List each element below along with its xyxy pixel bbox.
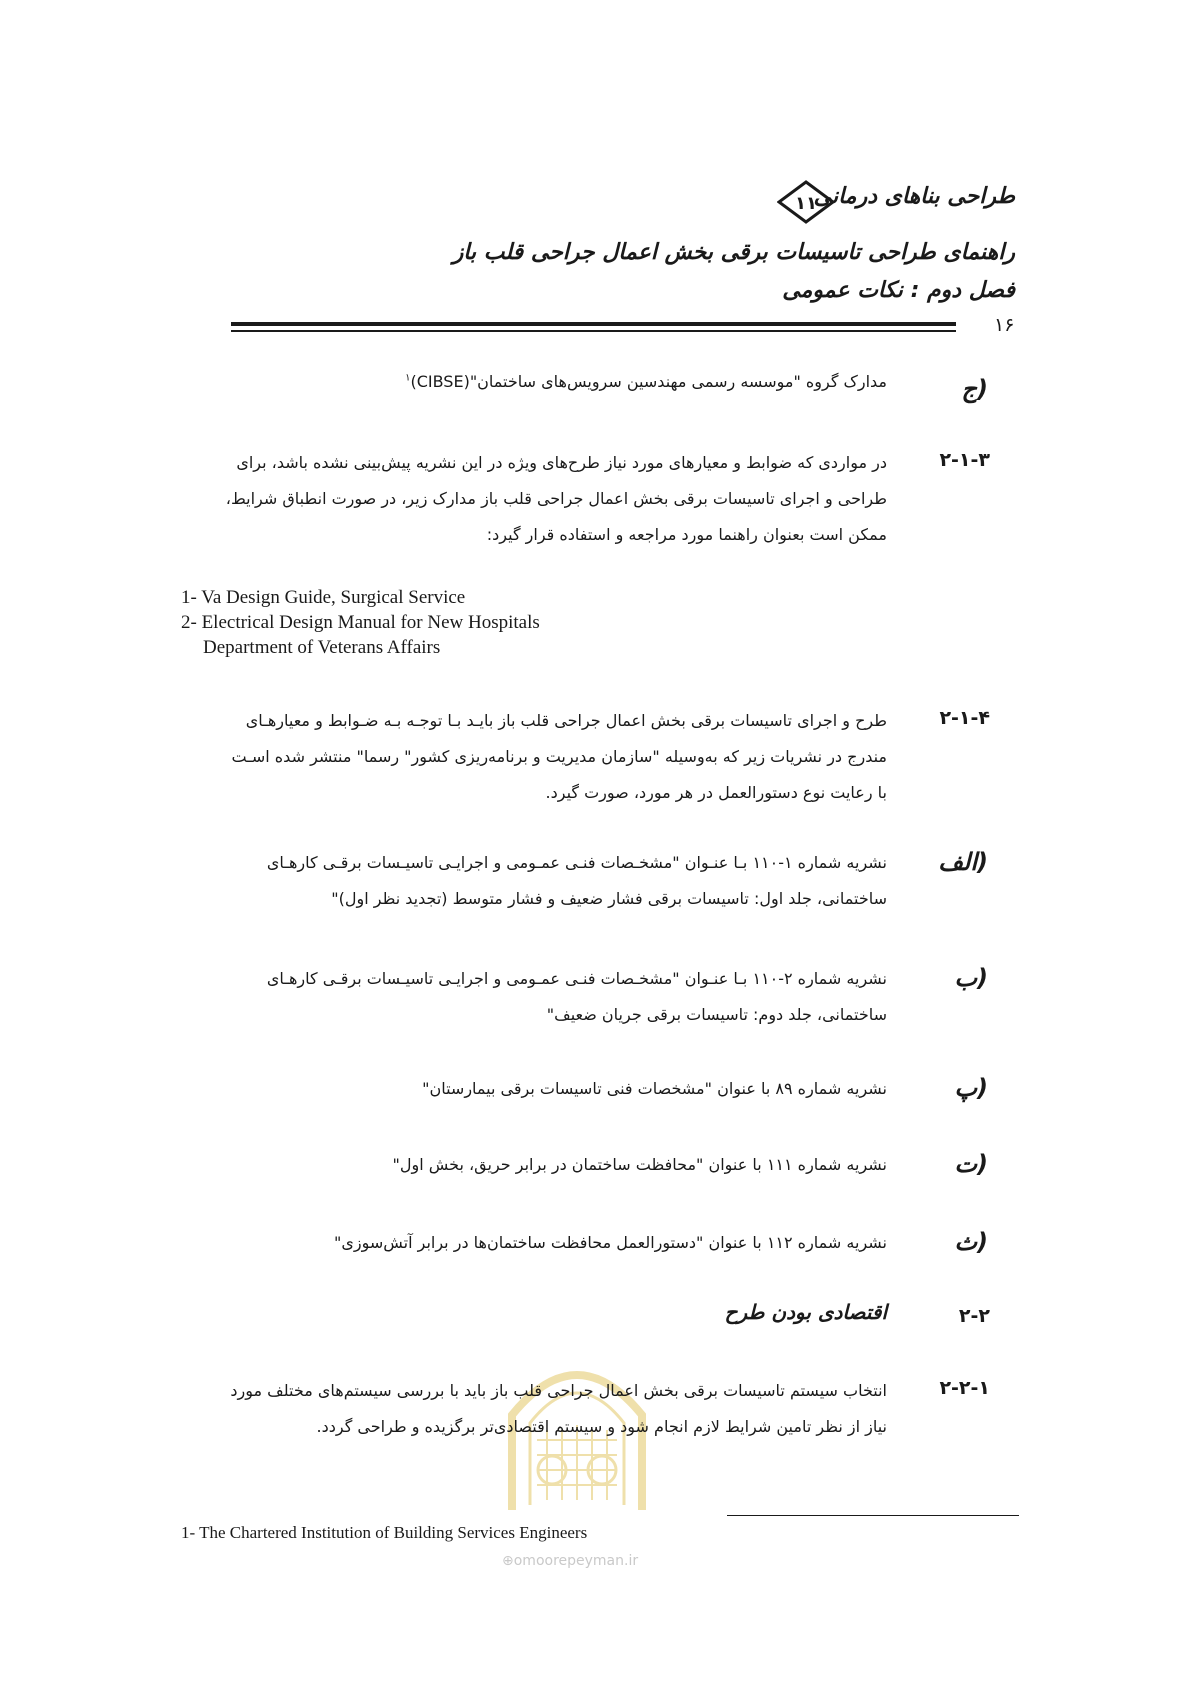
item-label-pe: پ) [954, 1074, 988, 1102]
item-label-te: ت) [954, 1150, 988, 1178]
section-text-2-1-4 [177, 703, 887, 811]
english-reference-list [181, 585, 540, 660]
item-text-be [177, 961, 887, 1033]
header-rule-thick [231, 322, 956, 326]
item-label-be: ب) [954, 964, 988, 992]
globe-icon: ⊕ [502, 1553, 514, 1569]
para-line: نشریه شماره ۱۱۱ با عنوان "محافظت ساختمان در برابر حریق، بخش اول" [392, 1155, 887, 1174]
header-title-2: راهنمای طراحی تاسیسات برقی بخش اعمال جراحی قلب باز [452, 240, 1015, 265]
para-line: با رعایت نوع دستورالعمل در هر مورد، صورت گیرد. [545, 783, 887, 802]
section-number-2-1-4: ۲-۱-۴ [939, 707, 990, 729]
para-line: طرح و اجرای تاسیسات برقی بخش اعمال جراحی قلب باز بایـد بـا توجـه بـه ضـوابط و معیارهـای [245, 711, 887, 730]
section-title-2-2: اقتصادی بودن طرح [724, 1300, 887, 1324]
para-line: انتخاب سیستم تاسیسات برقی بخش اعمال جراحی قلب باز باید با بررسی سیستم‌های مختلف مورد [230, 1381, 887, 1400]
para-line: نیاز از نظر تامین شرایط لازم انجام شود و سیستم اقتصادی‌تر برگزیده و طراحی گردد. [316, 1417, 887, 1436]
header-chapter: فصل دوم : نکات عمومی [782, 278, 1015, 303]
para-line: نشریه شماره ۲-۱۱۰ بـا عنـوان "مشخـصات فنـی عمـومی و اجرایـی تاسیـسات برقـی کارهـای [266, 969, 887, 988]
para-line: نشریه شماره ۱-۱۱۰ بـا عنـوان "مشخـصات فنـی عمـومی و اجرایـی تاسیـسات برقـی کارهـای [266, 853, 887, 872]
watermark-url-text: omoorepeyman.ir [513, 1553, 639, 1569]
chapter-badge-number: ۱۱ [795, 193, 817, 214]
item-text-se [177, 1225, 887, 1261]
footnote-text: 1- The Chartered Institution of Building Services Engineers [181, 1523, 588, 1542]
item-text-pe [177, 1071, 887, 1107]
para-line: ممکن است بعنوان راهنما مورد مراجعه و استفاده قرار گیرد: [486, 525, 887, 544]
item-label-se: ث) [954, 1228, 988, 1256]
item-text-alef [177, 845, 887, 917]
reference-line: Department of Veterans Affairs [203, 637, 441, 658]
item-label-je: ج) [961, 375, 988, 403]
para-line: نشریه شماره ۸۹ با عنوان "مشخصات فنی تاسیسات برقی بیمارستان" [422, 1079, 887, 1098]
section-text-2-1-3 [177, 445, 887, 553]
section-text-2-2-1 [177, 1373, 887, 1445]
watermark-url [502, 1553, 638, 1569]
reference-line: 1- Va Design Guide, Surgical Service [181, 587, 466, 608]
para-line: نشریه شماره ۱۱۲ با عنوان "دستورالعمل محافظت ساختمان‌ها در برابر آتش‌سوزی" [333, 1233, 887, 1252]
section-number-2-2: ۲-۲ [958, 1305, 990, 1327]
header-series-title: طراحی بناهای درمانی [813, 184, 1015, 209]
section-number-2-1-3: ۲-۱-۳ [939, 449, 990, 471]
para-line: ساختمانی، جلد اول: تاسیسات برقی فشار ضعیف و فشار متوسط (تجدید نظر اول)" [331, 889, 887, 908]
para-line: طراحی و اجرای تاسیسات برقی بخش اعمال جراحی قلب باز مدارک زیر، در صورت انطباق شرایط، [225, 489, 887, 508]
footnote-separator [727, 1515, 1019, 1516]
header-title-1 [814, 184, 1015, 209]
header-rule-thin [231, 330, 956, 332]
reference-line: 2- Electrical Design Manual for New Hospitals [181, 612, 540, 633]
item-label-alef: الف) [938, 848, 988, 876]
item-je-body: مدارک گروه "موسسه رسمی مهندسین سرویس‌های ساختمان"(CIBSE) [410, 372, 887, 391]
item-text-te [177, 1147, 887, 1183]
chapter-badge-icon [777, 180, 835, 224]
page-number: ۱۶ [994, 314, 1015, 336]
para-line: مندرج در نشریات زیر که به‌وسیله "سازمان مدیریت و برنامه‌ریزی کشور" رسما" منتشر شده اسـت [231, 747, 887, 766]
para-line: در مواردی که ضوابط و معیارهای مورد نیاز طرح‌های ویژه در این نشریه پیش‌بینی نشده باشد، برای [236, 453, 887, 472]
section-number-2-2-1: ۲-۲-۱ [939, 1377, 990, 1399]
item-text-je [405, 372, 887, 391]
footnote-ref: ۱ [405, 372, 411, 384]
para-line: ساختمانی، جلد دوم: تاسیسات برقی جریان ضعیف" [546, 1005, 887, 1024]
